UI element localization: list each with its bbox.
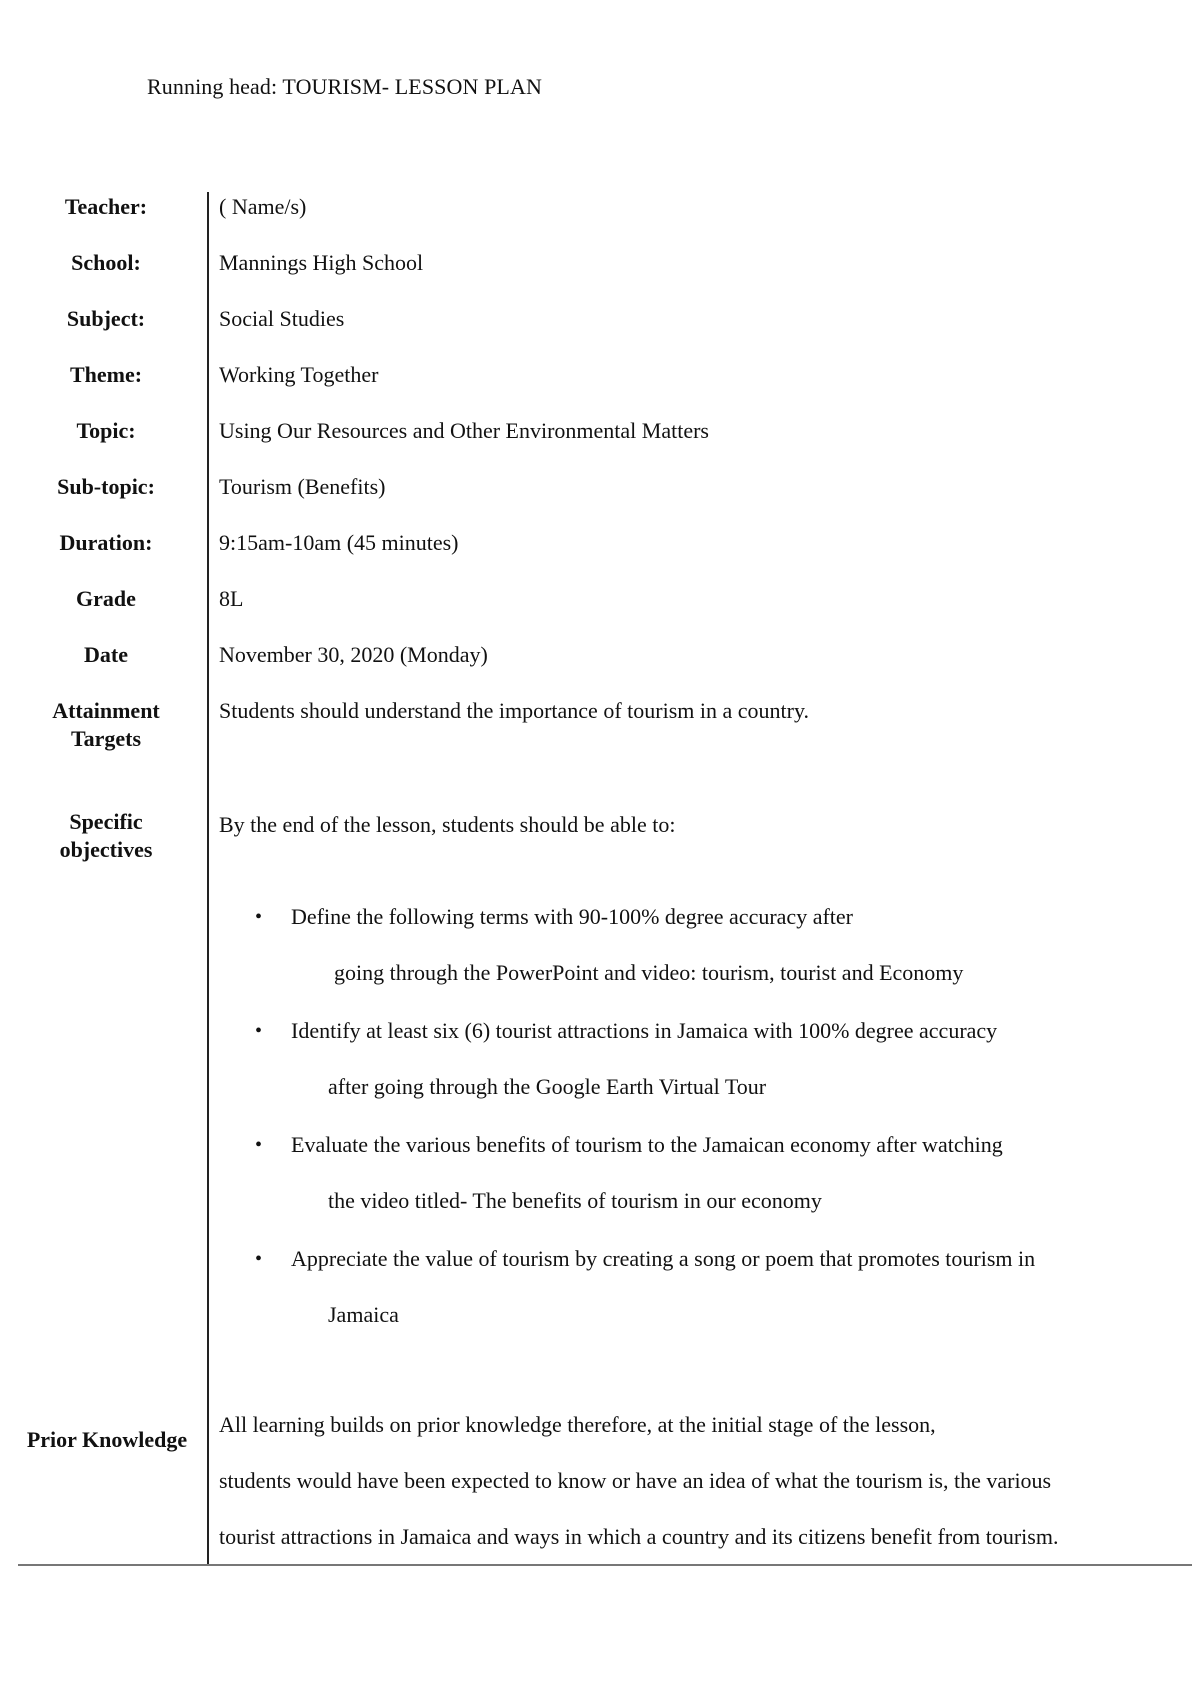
prior-knowledge-line3: tourist attractions in Jamaica and ways in which a country and its citizens benefit from tourism.: [219, 1524, 1059, 1549]
attainment-value: Students should understand the importance of tourism in a country.: [219, 698, 810, 723]
date-label: Date: [84, 642, 128, 667]
topic-label: Topic:: [76, 418, 136, 443]
duration-label: Duration:: [59, 530, 153, 555]
objective-item-3-line2: the video titled- The benefits of tourism in our economy: [328, 1188, 822, 1213]
objectives-label-line2: objectives: [59, 837, 153, 862]
subtopic-label: Sub-topic:: [57, 474, 155, 499]
objectives-label: [18, 808, 194, 864]
objective-item-2-line2: after going through the Google Earth Virtual Tour: [328, 1074, 767, 1099]
bullet-icon: •: [255, 1248, 263, 1270]
attainment-label-line2: Targets: [70, 726, 142, 751]
objective-item-4-line2: Jamaica: [328, 1302, 399, 1327]
school-label: School:: [71, 250, 141, 275]
table-bottom-border: [18, 1564, 1192, 1566]
attainment-label: [18, 697, 194, 753]
prior-knowledge-line2: students would have been expected to know or have an idea of what the tourism is, the various: [219, 1468, 1052, 1493]
teacher-label: Teacher:: [64, 194, 148, 219]
table-column-divider: [207, 192, 209, 1565]
theme-label: Theme:: [69, 362, 143, 387]
teacher-value: ( Name/s): [219, 194, 307, 219]
running-head: Running head: TOURISM- LESSON PLAN: [147, 74, 542, 99]
subject-label: Subject:: [66, 306, 146, 331]
objectives-label-line1: Specific: [69, 809, 143, 834]
bullet-icon: •: [255, 1134, 263, 1156]
objective-item-4-line1: Appreciate the value of tourism by creating a song or poem that promotes tourism in: [291, 1246, 1036, 1271]
subject-value: Social Studies: [219, 306, 345, 331]
bullet-icon: •: [255, 1020, 263, 1042]
school-value: Mannings High School: [219, 250, 424, 275]
objective-item-3-line1: Evaluate the various benefits of tourism to the Jamaican economy after watching: [291, 1132, 1003, 1157]
theme-value: Working Together: [219, 362, 379, 387]
date-value: November 30, 2020 (Monday): [219, 642, 488, 667]
subtopic-value: Tourism (Benefits): [219, 474, 386, 499]
prior-knowledge-line1: All learning builds on prior knowledge therefore, at the initial stage of the lesson,: [219, 1412, 936, 1437]
duration-value: 9:15am-10am (45 minutes): [219, 530, 459, 555]
objective-item-1-line2: going through the PowerPoint and video: tourism, tourist and Economy: [334, 960, 964, 985]
objective-item-2-line1: Identify at least six (6) tourist attractions in Jamaica with 100% degree accuracy: [291, 1018, 998, 1043]
objective-item-1-line1: Define the following terms with 90-100% degree accuracy after: [291, 904, 853, 929]
grade-value: 8L: [219, 586, 244, 611]
topic-value: Using Our Resources and Other Environmental Matters: [219, 418, 709, 443]
attainment-label-line1: Attainment: [52, 698, 160, 723]
objectives-intro: By the end of the lesson, students should be able to:: [219, 812, 676, 837]
grade-label: Grade: [76, 586, 136, 611]
prior-knowledge-label: Prior Knowledge: [26, 1427, 188, 1452]
bullet-icon: •: [255, 906, 263, 928]
